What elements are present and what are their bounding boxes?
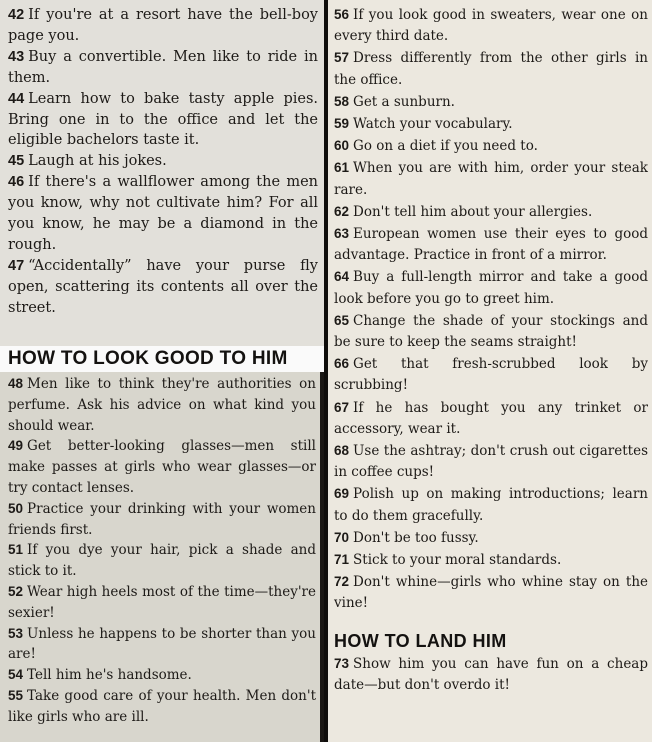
tip-text: Get better-looking glasses—men still make passes at girls who wear glasses—or try contact lenses. bbox=[8, 438, 316, 496]
tip-number: 58 bbox=[334, 93, 350, 109]
tip-number: 49 bbox=[8, 438, 24, 454]
tip-text: Take good care of your health. Men don't like girls who are ill. bbox=[8, 687, 316, 725]
tip-text: Learn how to bake tasty apple pies. Bring one in to the office and let the eligible bachelors taste it. bbox=[8, 90, 318, 149]
tip-item bbox=[8, 151, 318, 172]
tip-text: Laugh at his jokes. bbox=[28, 153, 167, 170]
tip-item bbox=[334, 223, 648, 266]
tip-number: 56 bbox=[334, 7, 350, 22]
left-bottom-column bbox=[0, 372, 320, 742]
tip-item bbox=[8, 499, 316, 541]
tip-text: Tell him he's handsome. bbox=[27, 667, 192, 684]
section-heading-look-good: HOW TO LOOK GOOD TO HIM bbox=[8, 348, 288, 369]
tip-number: 51 bbox=[8, 542, 24, 558]
tip-text: Stick to your moral standards. bbox=[353, 552, 562, 569]
tip-text: Change the shade of your stockings and be sure to keep the seams straight! bbox=[334, 312, 648, 351]
tip-number: 60 bbox=[334, 138, 350, 154]
tip-text: If you dye your hair, pick a shade and stick to it. bbox=[8, 542, 316, 580]
tip-text: “Accidentally” have your purse fly open, scattering its contents all over the street. bbox=[8, 257, 318, 316]
tip-item bbox=[334, 483, 648, 526]
tip-text: Wear high heels most of the time—they're sexier! bbox=[8, 583, 316, 621]
tip-text: Buy a full-length mirror and take a good look before you go to greet him. bbox=[334, 269, 648, 307]
tip-number: 63 bbox=[334, 226, 350, 242]
tip-number: 70 bbox=[334, 529, 350, 545]
tip-text: Go on a diet if you need to. bbox=[353, 138, 538, 155]
tip-number: 66 bbox=[334, 356, 350, 372]
tip-number: 52 bbox=[8, 583, 24, 599]
tip-number: 73 bbox=[334, 655, 350, 671]
tip-item bbox=[334, 266, 648, 309]
tip-item bbox=[8, 374, 316, 436]
tip-item bbox=[8, 89, 318, 152]
tip-number: 42 bbox=[8, 7, 25, 23]
tip-number: 71 bbox=[334, 552, 350, 568]
tip-item bbox=[334, 397, 648, 440]
tip-item bbox=[8, 540, 316, 582]
tip-number: 65 bbox=[334, 312, 350, 328]
tip-item bbox=[8, 686, 316, 728]
tip-number: 62 bbox=[334, 203, 350, 219]
tip-number: 54 bbox=[8, 667, 24, 683]
tip-number: 68 bbox=[334, 443, 350, 459]
tip-text: Polish up on making introductions; learn to do them gracefully. bbox=[334, 486, 648, 524]
tip-item bbox=[334, 157, 648, 200]
tip-item bbox=[8, 5, 318, 47]
tip-item bbox=[334, 527, 648, 549]
tip-item bbox=[8, 256, 318, 319]
tip-item bbox=[334, 135, 648, 157]
tip-item bbox=[8, 582, 316, 624]
tip-item bbox=[8, 624, 316, 666]
tip-item bbox=[334, 440, 648, 483]
tip-number: 50 bbox=[8, 500, 24, 516]
tip-text: European women use their eyes to good advantage. Practice in front of a mirror. bbox=[334, 226, 648, 264]
tip-text: If there's a wallflower among the men you know, why not cultivate him? For all you know, he may be a diamond in the rough. bbox=[8, 174, 318, 253]
tip-text: Don't whine—girls who whine stay on the vine! bbox=[334, 574, 648, 612]
section-heading-band bbox=[0, 346, 324, 372]
tip-number: 45 bbox=[8, 153, 25, 170]
tip-item bbox=[334, 91, 648, 113]
section-heading-land-him: HOW TO LAND HIM bbox=[334, 630, 507, 651]
tip-item bbox=[334, 549, 648, 571]
tip-number: 48 bbox=[8, 376, 24, 391]
tip-item bbox=[334, 653, 648, 696]
tip-item bbox=[8, 665, 316, 686]
tip-text: When you are with him, order your steak rare. bbox=[334, 160, 648, 198]
tip-number: 61 bbox=[334, 160, 350, 176]
tip-item bbox=[334, 4, 648, 47]
tip-text: Watch your vocabulary. bbox=[353, 116, 513, 133]
tip-text: Use the ashtray; don't crush out cigarettes in coffee cups! bbox=[334, 443, 648, 481]
tip-text: Men like to think they're authorities on perfume. Ask his advice on what kind you should wear. bbox=[8, 376, 316, 434]
left-top-column bbox=[0, 0, 324, 346]
tip-number: 67 bbox=[334, 399, 350, 415]
tip-text: Dress differently from the other girls in the office. bbox=[334, 50, 648, 88]
tip-number: 43 bbox=[8, 48, 25, 65]
tip-item bbox=[8, 172, 318, 256]
tip-number: 72 bbox=[334, 574, 350, 590]
tip-item bbox=[8, 436, 316, 498]
tip-text: Buy a convertible. Men like to ride in them. bbox=[8, 48, 318, 86]
tip-number: 64 bbox=[334, 269, 350, 285]
tip-text: Get that fresh-scrubbed look by scrubbing! bbox=[334, 356, 648, 394]
tip-item bbox=[334, 310, 648, 353]
tip-number: 47 bbox=[8, 257, 25, 274]
tip-item bbox=[334, 113, 648, 135]
tip-item bbox=[334, 47, 648, 90]
tip-number: 57 bbox=[334, 50, 350, 66]
tip-number: 44 bbox=[8, 90, 25, 107]
tip-text: If you look good in sweaters, wear one on every third date. bbox=[334, 7, 648, 45]
tip-number: 59 bbox=[334, 116, 350, 132]
tip-text: If he has bought you any trinket or accessory, wear it. bbox=[334, 399, 648, 437]
tip-number: 55 bbox=[8, 687, 24, 703]
tip-text: Don't be too fussy. bbox=[353, 529, 479, 546]
tip-text: If you're at a resort have the bell-boy page you. bbox=[8, 7, 318, 44]
tip-item bbox=[334, 571, 648, 614]
tip-text: Practice your drinking with your women friends first. bbox=[8, 500, 316, 538]
tip-item bbox=[334, 353, 648, 396]
tip-text: Unless he happens to be shorter than you are! bbox=[8, 625, 316, 663]
tip-item bbox=[8, 47, 318, 89]
tip-text: Get a sunburn. bbox=[353, 93, 455, 110]
tip-text: Show him you can have fun on a cheap date—but don't overdo it! bbox=[334, 655, 648, 693]
tip-text: Don't tell him about your allergies. bbox=[353, 203, 593, 220]
tip-item bbox=[334, 201, 648, 223]
tip-number: 46 bbox=[8, 174, 25, 191]
right-column bbox=[328, 0, 652, 742]
tip-number: 69 bbox=[334, 486, 350, 502]
tip-number: 53 bbox=[8, 625, 24, 641]
